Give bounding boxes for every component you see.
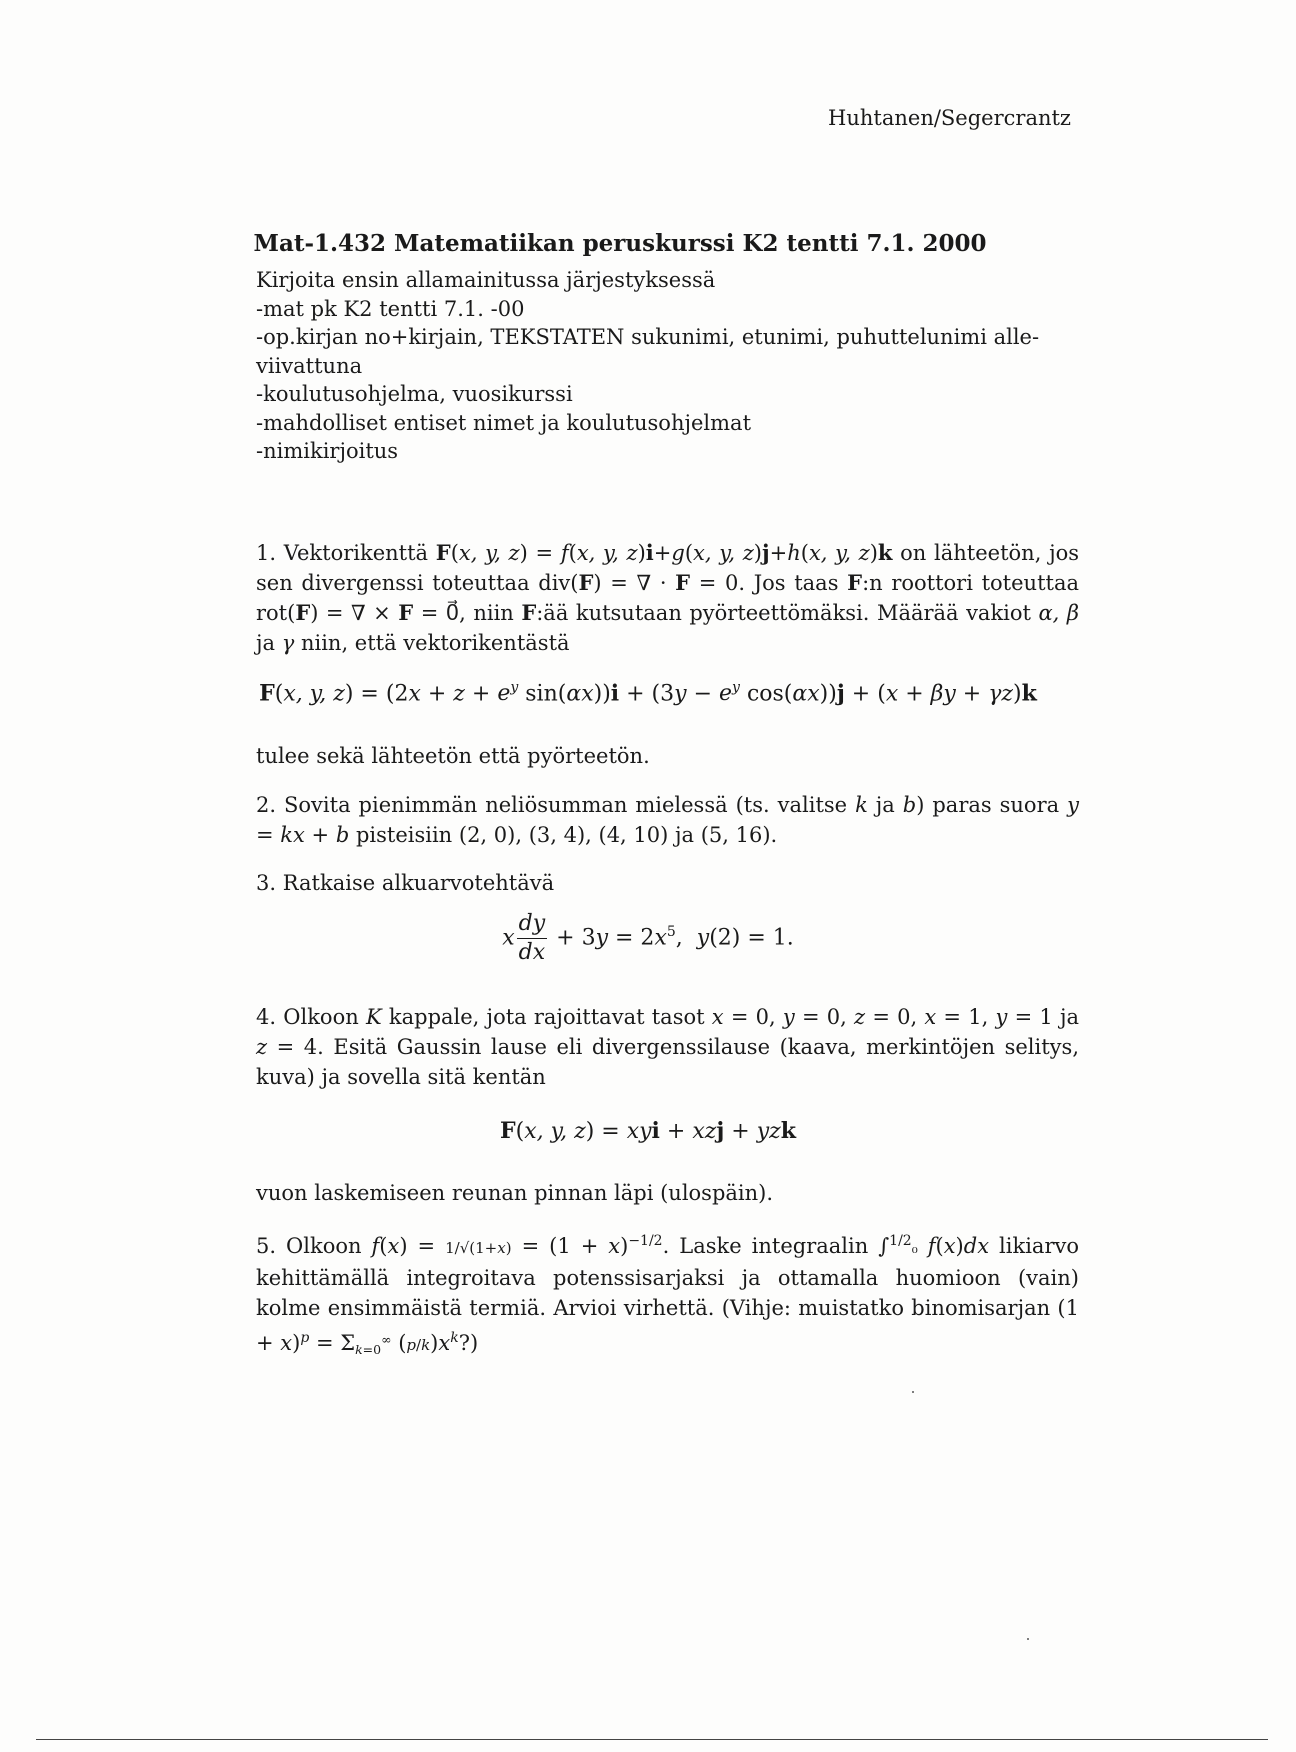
problem-4: 4. Olkoon K kappale, jota rajoittavat tasot x = 0, y = 0, z = 0, x = 1, y = 1 ja z = 4. Esitä Gaussin lause eli divergenssilause (kaava, merkintöjen selitys, kuva) ja sovella sitä kentän	[256, 1005, 1079, 1089]
problem-2: 2. Sovita pienimmän neliösumman mielessä (ts. valitse k ja b) paras suora y = kx + b pisteisiin (2, 0), (3, 4), (4, 10) ja (5, 16).	[256, 793, 1079, 847]
formula: F(x, y, z) = f(x, y, z)i+g(x, y, z)j+h(x, y, z)k	[435, 540, 893, 565]
equation-field-1: F(x, y, $z) = (2x + z + e^y$ $\sin(\alpha x))i + (3y - e^y$ cos(αx))j + (x + βy + γz)k	[259, 680, 1037, 707]
instruction-line: -op.kirjan no+kirjain, TEKSTATEN sukunimi, etunimi, puhuttelunimi alle-	[256, 325, 1040, 349]
scan-speck	[1027, 1638, 1029, 1640]
problem-number: 3.	[256, 871, 277, 895]
scan-speck	[912, 1391, 914, 1393]
instruction-line: viivattuna	[256, 353, 363, 378]
instruction-line: -nimikirjoitus	[256, 439, 399, 463]
authors: Huhtanen/Segercrantz	[828, 106, 1071, 130]
problem-number: 2.	[256, 793, 277, 817]
formula: div(F) = ∇ · F = 0.	[538, 570, 746, 595]
instructions	[256, 266, 1076, 466]
page-bottom-rule	[36, 1739, 1268, 1740]
problem-4-conclusion: vuon laskemiseen reunan pinnan läpi (ulospäin).	[256, 1181, 774, 1205]
equation-field-4: F(x, y, z) = xyi + xzj + yzk	[499, 1118, 796, 1144]
instruction-line: -koulutusohjelma, vuosikurssi	[256, 382, 573, 406]
equation-ivp: x $\frac{dy}{dx}$ + $3y = 2x^5$, y(2) = 1.	[502, 911, 794, 965]
problem-number: 5.	[256, 1234, 277, 1258]
instruction-line: Kirjoita ensin allamainitussa järjestyksessä	[256, 268, 716, 292]
problem-number: 1.	[256, 541, 277, 565]
problem-1: 1. Vektorikenttä F(x, y, z) = f(x, y, z)i+g(x, y, z)j+h(x, y, z)k on lähteetön, jos sen divergenssi toteuttaa div(F) = ∇ · F = 0. Jos taas F:n roottori toteuttaa rot(F) = ∇ × F = 0⃗, niin F:ää kutsutaan pyörteettömäksi. Määrää vakiot α, β ja γ niin, että vektorikentästä	[256, 540, 1080, 655]
instruction-line: -mat pk K2 tentti 7.1. -00	[256, 296, 525, 321]
problem-3: 3. Ratkaise alkuarvotehtävä	[256, 871, 555, 895]
formula: rot(F) = ∇ × F = 0⃗	[256, 600, 460, 625]
problem-5: 5. Olkoon $f(x) = 1/√(1+x) = (1 + x)^{-1/2}$. Laske integraalin ∫$^{1/2}$₀ f(x)dx likiarvo kehittämällä integroitava potenssisarjaksi ja ottamalla huomioon (vain) kolme ensimmäistä termiä. Arvioi virhettä. (Vihje: muistatko binomisarjan $(1 + x)^p = \Sigma_{k=0}^\infty$ $(p/k)x^k$?)	[256, 1233, 1079, 1357]
instruction-line: -mahdolliset entiset nimet ja koulutusohjelmat	[256, 410, 752, 435]
problem-1-conclusion: tulee sekä lähteetön että pyörteetön.	[256, 744, 650, 768]
problem-number: 4.	[256, 1005, 277, 1029]
exam-title: Mat-1.432 Matematiikan peruskurssi K2 tentti 7.1. 2000	[253, 230, 987, 257]
